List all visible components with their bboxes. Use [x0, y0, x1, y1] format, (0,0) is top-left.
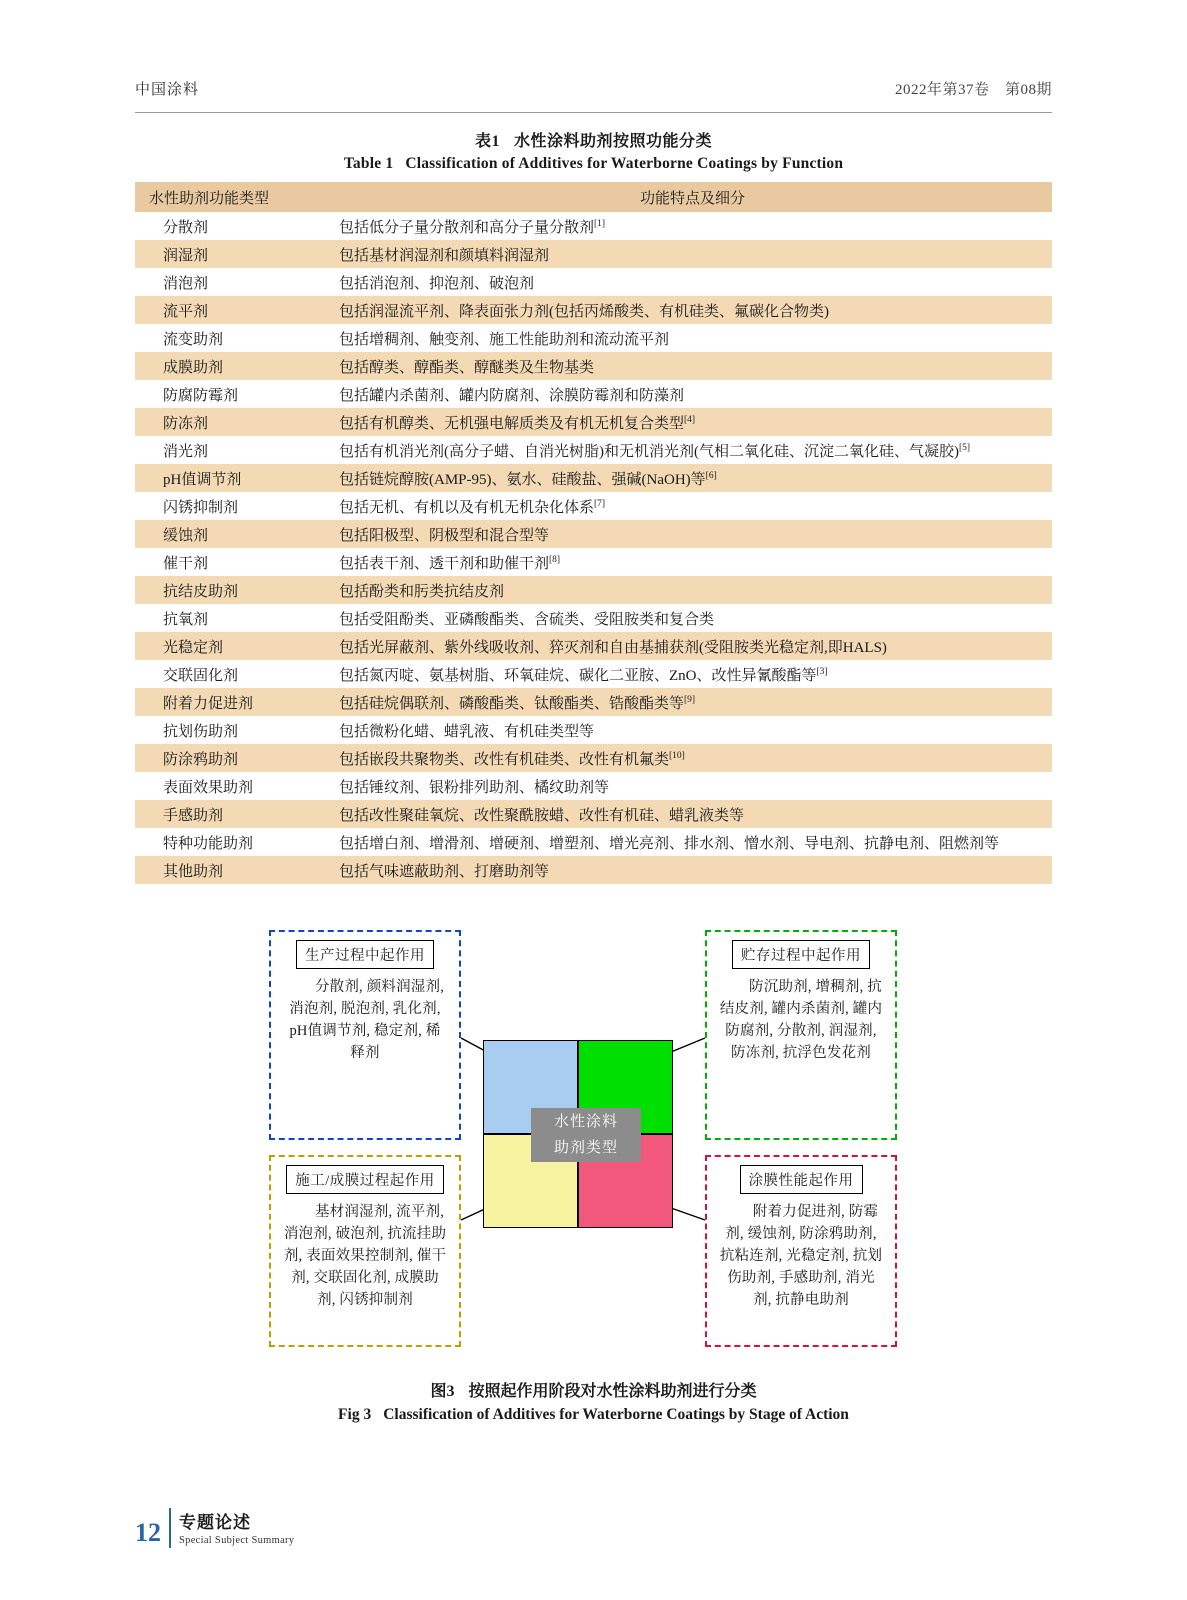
cell-additive-desc: 包括润湿流平剂、降表面张力剂(包括丙烯酸类、有机硅类、氟碳化合物类) — [333, 296, 1052, 324]
table-row — [135, 520, 1052, 548]
cell-additive-desc: 包括硅烷偶联剂、磷酸酯类、钛酸酯类、锆酸酯类等[9] — [333, 688, 1052, 716]
cell-additive-type: 闪锈抑制剂 — [163, 499, 239, 516]
cell-additive-desc: 包括氮丙啶、氨基树脂、环氧硅烷、碳化二亚胺、ZnO、改性异氰酸酯等[3] — [339, 666, 828, 684]
cell-additive-desc: 包括气味遮蔽助剂、打磨助剂等 — [333, 856, 1052, 884]
column-header-desc: 功能特点及细分 — [333, 182, 1052, 212]
table-header-row — [135, 182, 1052, 212]
figure-box-application-title: 施工/成膜过程起作用 — [286, 1165, 444, 1194]
reference-marker: [6] — [705, 470, 717, 481]
table-row — [135, 492, 1052, 520]
footer-section-cn: 专题论述 — [179, 1513, 251, 1532]
figure-caption-en-text: Classification of Additives for Waterborne Coatings by Stage of Action — [383, 1406, 849, 1423]
cell-additive-type: 防腐防霉剂 — [163, 387, 239, 404]
cell-additive-type: 抗氧剂 — [163, 611, 209, 628]
figure-3 — [135, 920, 1052, 1360]
table-row — [135, 436, 1052, 464]
table-body — [135, 212, 1052, 884]
cell-additive-desc: 包括光屏蔽剂、紫外线吸收剂、猝灭剂和自由基捕获剂(受阻胺类光稳定剂,即HALS) — [333, 632, 1052, 660]
cell-additive-desc: 包括增稠剂、触变剂、施工性能助剂和流动流平剂 — [339, 331, 670, 348]
cell-additive-type: 防冻剂 — [135, 408, 333, 436]
cell-additive-type: 流变助剂 — [163, 331, 224, 348]
table-row — [135, 296, 1052, 324]
figure-caption-en-number: Fig 3 — [338, 1406, 372, 1423]
cell-additive-type: 表面效果助剂 — [163, 779, 254, 796]
additives-function-table — [135, 182, 1052, 884]
cell-additive-type: 缓蚀剂 — [135, 520, 333, 548]
page-number: 12 — [135, 1518, 161, 1547]
footer-divider — [169, 1508, 171, 1548]
cell-additive-type: pH值调节剂 — [135, 464, 333, 492]
figure-box-film-performance — [705, 1155, 897, 1347]
figure-caption-cn-number: 图3 — [430, 1383, 455, 1400]
cell-additive-type: 分散剂 — [163, 219, 209, 236]
figure-box-film-performance-title: 涂膜性能起作用 — [740, 1165, 863, 1194]
cell-additive-type: 附着力促进剂 — [135, 688, 333, 716]
cell-additive-desc: 包括基材润湿剂和颜填料润湿剂 — [333, 240, 1052, 268]
cell-additive-type: 特种功能助剂 — [163, 835, 254, 852]
cell-additive-desc: 包括酚类和肟类抗结皮剂 — [333, 576, 1052, 604]
cell-additive-desc: 包括微粉化蜡、蜡乳液、有机硅类型等 — [339, 723, 595, 740]
cell-additive-type: 光稳定剂 — [135, 632, 333, 660]
figure-box-production — [269, 930, 461, 1140]
reference-marker: [8] — [549, 554, 561, 565]
table-row — [135, 324, 1052, 352]
cell-additive-type: 其他助剂 — [135, 856, 333, 884]
figure-box-film-performance-body: 附着力促进剂, 防霉剂, 缓蚀剂, 防涂鸦助剂, 抗粘连剂, 光稳定剂, 抗划伤助剂, 手感助剂, 消光剂, 抗静电助剂 — [719, 1204, 883, 1308]
figure-box-production-title: 生产过程中起作用 — [296, 940, 434, 969]
footer-section — [179, 1512, 294, 1548]
figure-box-application-body: 基材润湿剂, 流平剂, 消泡剂, 破泡剂, 抗流挂助剂, 表面效果控制剂, 催干剂, 交联固化剂, 成膜助剂, 闪锈抑制剂 — [283, 1204, 447, 1308]
reference-marker: [3] — [816, 666, 828, 677]
running-head — [135, 78, 1052, 113]
reference-marker: [9] — [684, 694, 696, 705]
cell-additive-desc: 包括无机、有机以及有机无机杂化体系[7] — [339, 498, 606, 516]
table-row — [135, 688, 1052, 716]
cell-additive-desc: 包括增白剂、增滑剂、增硬剂、增塑剂、增光亮剂、排水剂、憎水剂、导电剂、抗静电剂、阻燃剂等 — [339, 835, 1000, 852]
figure-box-storage — [705, 930, 897, 1140]
cell-additive-type: 润湿剂 — [135, 240, 333, 268]
figure-box-production-body: 分散剂, 颜料润湿剂, 消泡剂, 脱泡剂, 乳化剂, pH值调节剂, 稳定剂, 稀释剂 — [289, 979, 445, 1061]
figure-caption-en — [135, 1406, 1052, 1424]
cell-additive-desc: 包括消泡剂、抑泡剂、破泡剂 — [339, 275, 535, 292]
figure-box-application — [269, 1155, 461, 1347]
table-row — [135, 856, 1052, 884]
center-label-line2: 助剂类型 — [553, 1140, 618, 1156]
table-row — [135, 212, 1052, 240]
table-caption-en-number: Table 1 — [343, 155, 394, 172]
figure-center-label — [531, 1108, 641, 1162]
figure-caption-cn — [135, 1378, 1052, 1401]
figure-caption-cn-text: 按照起作用阶段对水性涂料助剂进行分类 — [468, 1383, 757, 1400]
figure-box-storage-title: 贮存过程中起作用 — [732, 940, 870, 969]
table-row — [135, 268, 1052, 296]
table-row — [135, 576, 1052, 604]
cell-additive-type: 成膜助剂 — [135, 352, 333, 380]
table-row — [135, 660, 1052, 688]
issue-info: 2022年第37卷 第08期 — [894, 82, 1052, 98]
cell-additive-desc: 包括链烷醇胺(AMP-95)、氨水、硅酸盐、强碱(NaOH)等[6] — [333, 464, 1052, 492]
cell-additive-desc: 包括有机消光剂(高分子蜡、自消光树脂)和无机消光剂(气相二氧化硅、沉淀二氧化硅、气凝胶)[5] — [339, 442, 971, 460]
cell-additive-type: 消泡剂 — [163, 275, 209, 292]
cell-additive-type: 消光剂 — [163, 443, 209, 460]
cell-additive-type: 抗划伤助剂 — [163, 723, 239, 740]
journal-name: 中国涂料 — [135, 82, 200, 98]
cell-additive-desc: 包括罐内杀菌剂、罐内防腐剂、涂膜防霉剂和防藻剂 — [339, 387, 685, 404]
cell-additive-desc: 包括锤纹剂、银粉排列助剂、橘纹助剂等 — [339, 779, 610, 796]
table-row — [135, 240, 1052, 268]
cell-additive-type: 交联固化剂 — [163, 667, 239, 684]
cell-additive-desc: 包括改性聚硅氧烷、改性聚酰胺蜡、改性有机硅、蜡乳液类等 — [333, 800, 1052, 828]
table-row — [135, 828, 1052, 856]
table-head — [135, 182, 1052, 212]
table-row — [135, 464, 1052, 492]
table-row — [135, 380, 1052, 408]
cell-additive-desc: 包括醇类、醇酯类、醇醚类及生物基类 — [333, 352, 1052, 380]
cell-additive-type: 抗结皮助剂 — [135, 576, 333, 604]
center-label-line1: 水性涂料 — [553, 1114, 618, 1130]
cell-additive-type: 催干剂 — [163, 555, 209, 572]
cell-additive-type: 流平剂 — [135, 296, 333, 324]
reference-marker: [5] — [959, 442, 971, 453]
figure-box-storage-body: 防沉助剂, 增稠剂, 抗结皮剂, 罐内杀菌剂, 罐内防腐剂, 分散剂, 润湿剂, 防冻剂, 抗浮色发花剂 — [719, 979, 883, 1061]
footer-section-en: Special Subject Summary — [179, 1535, 295, 1546]
cell-additive-type: 手感助剂 — [135, 800, 333, 828]
cell-additive-type: 防涂鸦助剂 — [135, 744, 333, 772]
table-row — [135, 772, 1052, 800]
table-row — [135, 548, 1052, 576]
column-header-type: 水性助剂功能类型 — [135, 182, 333, 212]
table-row — [135, 408, 1052, 436]
reference-marker: [7] — [594, 498, 606, 509]
cell-additive-desc: 包括嵌段共聚物类、改性有机硅类、改性有机氟类[10] — [333, 744, 1052, 772]
reference-marker: [4] — [684, 414, 696, 425]
table-row — [135, 632, 1052, 660]
table-caption-cn — [135, 128, 1052, 151]
table-row — [135, 744, 1052, 772]
table-row — [135, 352, 1052, 380]
cell-additive-desc: 包括有机醇类、无机强电解质类及有机无机复合类型[4] — [333, 408, 1052, 436]
table-caption-cn-text: 水性涂料助剂按照功能分类 — [514, 133, 713, 150]
reference-marker: [10] — [669, 750, 685, 761]
cell-additive-desc: 包括低分子量分散剂和高分子量分散剂[1] — [339, 218, 606, 236]
cell-additive-desc: 包括阳极型、阴极型和混合型等 — [333, 520, 1052, 548]
table-row — [135, 604, 1052, 632]
cell-additive-desc: 包括受阻酚类、亚磷酸酯类、含硫类、受阻胺类和复合类 — [339, 611, 715, 628]
table-caption-cn-number: 表1 — [474, 133, 500, 150]
table-caption-en — [135, 155, 1052, 173]
table-row — [135, 716, 1052, 744]
cell-additive-desc: 包括表干剂、透干剂和助催干剂[8] — [339, 554, 561, 572]
reference-marker: [1] — [594, 218, 606, 229]
table-row — [135, 800, 1052, 828]
table-caption-en-text: Classification of Additives for Waterborne Coatings by Function — [405, 155, 844, 172]
page-footer — [135, 1508, 294, 1548]
